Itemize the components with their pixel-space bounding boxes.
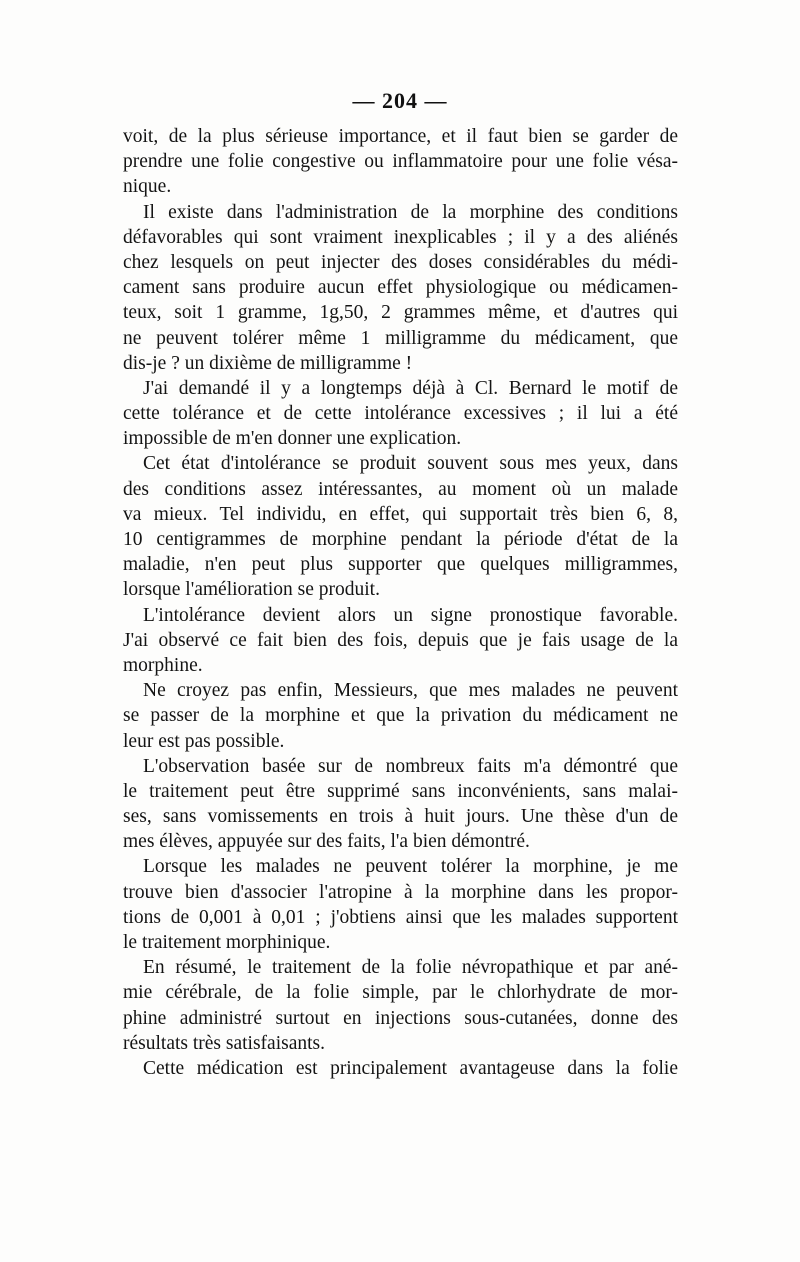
text-line: leur est pas possible. (123, 730, 285, 752)
text-line: 10 centigrammes de morphine pendant la période d'état de la (123, 529, 678, 550)
text-line: dis-je ? un dixième de milligramme ! (123, 352, 413, 374)
text-line: L'intolérance devient alors un signe pronostique favorable. (143, 604, 678, 626)
text-line: L'observation basée sur de nombreux faits m'a démontré que (143, 755, 678, 777)
text-line: Ne croyez pas enfin, Messieurs, que mes malades ne peuvent (143, 680, 678, 702)
text-line: mes élèves, appuyée sur des faits, l'a bien démontré. (123, 831, 530, 853)
page-number: — 204 — (352, 88, 448, 113)
text-line: voit, de la plus sérieuse importance, et il faut bien se garder de (123, 126, 678, 147)
text-line: va mieux. Tel individu, en effet, qui supportait très bien 6, 8, (123, 503, 678, 525)
text-line: cette tolérance et de cette intolérance excessives ; il lui a été (123, 403, 678, 425)
text-line: maladie, n'en peut plus supporter que quelques milligrammes, (123, 554, 678, 576)
text-line: mie cérébrale, de la folie simple, par le chlorhydrate de mor- (123, 982, 678, 1004)
text-line: impossible de m'en donner une explication. (123, 428, 462, 450)
text-line: chez lesquels on peut injecter des doses considérables du médi- (123, 251, 678, 273)
text-line: Cette médication est principalement avantageuse dans la folie (143, 1057, 678, 1079)
text-line: Cet état d'intolérance se produit souvent sous mes yeux, dans (143, 453, 678, 475)
text-line: J'ai demandé il y a longtemps déjà à Cl. Bernard le motif de (143, 377, 678, 399)
text-line: En résumé, le traitement de la folie névropathique et par ané- (143, 957, 678, 979)
text-line: résultats très satisfaisants. (123, 1032, 325, 1054)
text-line: teux, soit 1 gramme, 1g,50, 2 grammes même, et d'autres qui (123, 302, 678, 324)
text-line: lorsque l'amélioration se produit. (123, 579, 380, 601)
text-line: défavorables qui sont vraiment inexplicables ; il y a des aliénés (123, 226, 678, 248)
text-line: ne peuvent tolérer même 1 milligramme du médicament, que (123, 327, 678, 349)
text-line: phine administré surtout en injections sous-cutanées, donne des (123, 1007, 678, 1029)
text-line: morphine. (123, 654, 203, 676)
text-line: le traitement morphinique. (123, 932, 331, 953)
text-line: prendre une folie congestive ou inflammatoire pour une folie vésa- (123, 151, 678, 173)
body-text (123, 124, 678, 1081)
text-line: des conditions assez intéressantes, au moment où un malade (123, 478, 678, 500)
text-line: Il existe dans l'administration de la morphine des conditions (143, 201, 678, 223)
text-line: nique. (123, 176, 172, 198)
text-line: cament sans produire aucun effet physiologique ou médicamen- (123, 277, 678, 299)
text-line: trouve bien d'associer l'atropine à la morphine dans les propor- (123, 881, 678, 903)
text-line: Lorsque les malades ne peuvent tolérer la morphine, je me (143, 856, 678, 878)
text-line: le traitement peut être supprimé sans inconvénients, sans malai- (123, 780, 678, 802)
text-line: se passer de la morphine et que la privation du médicament ne (123, 705, 678, 727)
text-line: tions de 0,001 à 0,01 ; j'obtiens ainsi que les malades supportent (123, 906, 678, 928)
text-line: ses, sans vomissements en trois à huit jours. Une thèse d'un de (123, 806, 678, 828)
text-line: J'ai observé ce fait bien des fois, depuis que je fais usage de la (123, 629, 678, 651)
